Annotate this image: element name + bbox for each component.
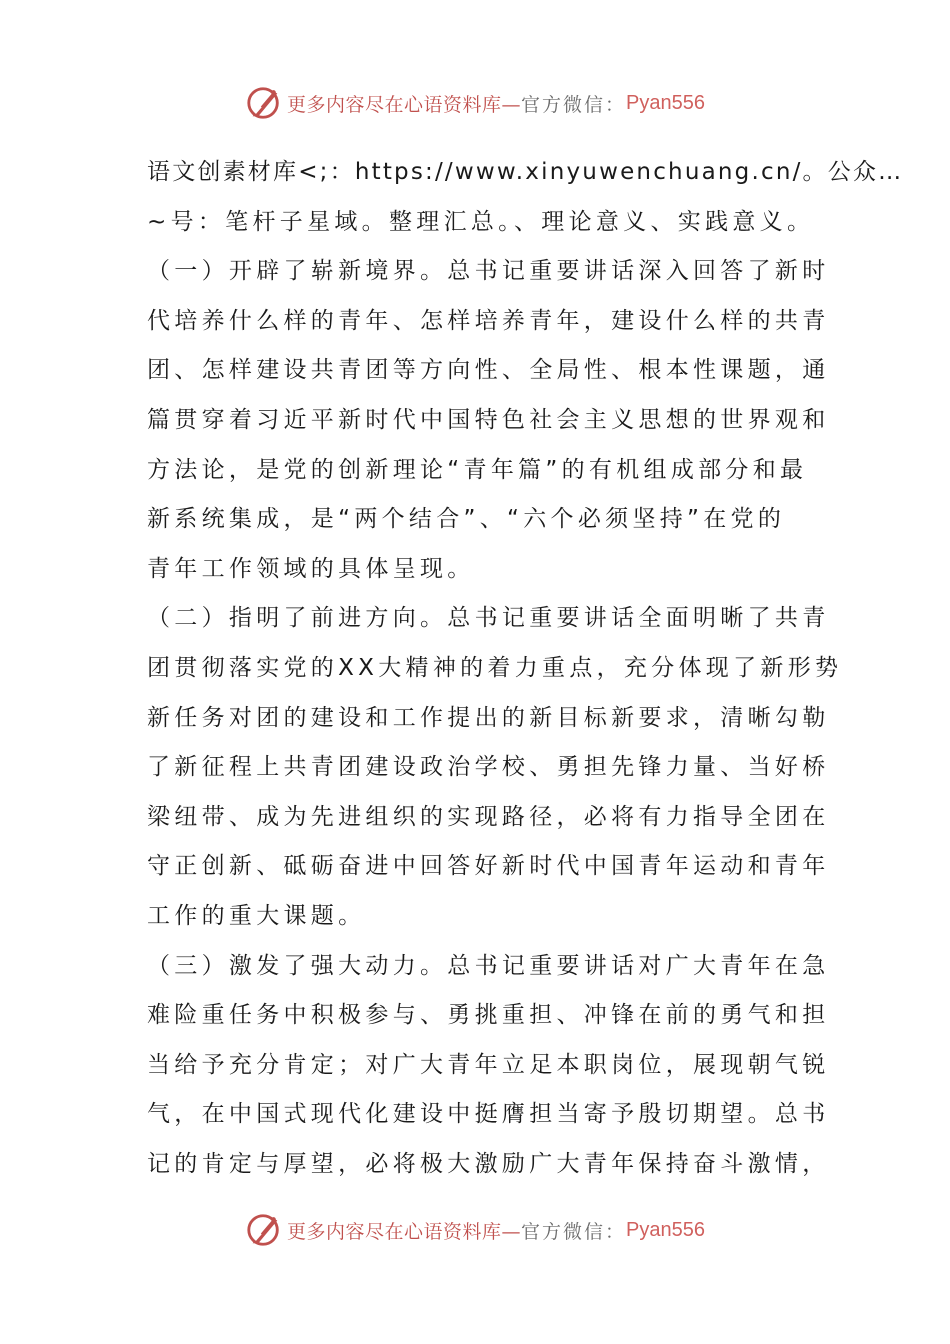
body-line: （二）指明了前进方向。总书记重要讲话全面明晰了共青 <box>147 605 830 632</box>
header-banner <box>0 83 950 123</box>
document-body <box>147 148 904 1189</box>
banner-ad-text: 更多内容尽在心语资料库— <box>287 1220 522 1243</box>
body-line: 守正创新、砥砺奋进中回答好新时代中国青年运动和青年 <box>147 853 830 880</box>
quill-logo-icon <box>245 1211 283 1249</box>
footer-banner <box>0 1210 950 1250</box>
banner-wechat-id: Pyan556 <box>626 91 705 114</box>
banner-ad-text: 更多内容尽在心语资料库— <box>287 93 522 116</box>
body-line: 团贯彻落实党的XX大精神的着力重点，充分体现了新形势 <box>147 654 843 681</box>
body-line: 当给予充分肯定；对广大青年立足本职岗位，展现朝气锐 <box>147 1051 830 1078</box>
banner-wechat-label: 官方微信： <box>521 93 627 116</box>
body-line: 新系统集成，是“两个结合”、“六个必须坚持”在党的 <box>147 506 786 533</box>
body-line: 工作的重大课题。 <box>147 902 366 929</box>
body-line: 方法论，是党的创新理论“青年篇”的有机组成部分和最 <box>147 456 808 483</box>
body-line: 记的肯定与厚望，必将极大激励广大青年保持奋斗激情， <box>147 1150 830 1177</box>
banner-wechat-id: Pyan556 <box>626 1218 705 1241</box>
body-line: 新任务对团的建设和工作提出的新目标新要求，清晰勾勒 <box>147 704 830 731</box>
body-line: （三）激发了强大动力。总书记重要讲话对广大青年在急 <box>147 952 830 979</box>
quill-logo-icon <box>245 84 283 122</box>
body-line: 团、怎样建设共青团等方向性、全局性、根本性课题，通 <box>147 357 830 384</box>
body-line: 代培养什么样的青年、怎样培养青年，建设什么样的共青 <box>147 307 830 334</box>
body-line: 了新征程上共青团建设政治学校、勇担先锋力量、当好桥 <box>147 754 830 781</box>
body-line: 气，在中国式现代化建设中挺膺担当寄予殷切期望。总书 <box>147 1101 830 1128</box>
banner-wechat-label: 官方微信： <box>521 1220 627 1243</box>
body-line: 难险重任务中积极参与、勇挑重担、冲锋在前的勇气和担 <box>147 1002 830 1029</box>
body-line: 青年工作领域的具体呈现。 <box>147 555 475 582</box>
body-line: 梁纽带、成为先进组织的实现路径，必将有力指导全团在 <box>147 803 830 830</box>
body-line: 篇贯穿着习近平新时代中国特色社会主义思想的世界观和 <box>147 406 830 433</box>
body-line: 语文创素材库<;：https://www.xinyuwenchuang.cn/。公众… <box>147 159 904 185</box>
body-line: ~号：笔杆子星域。整理汇总。、理论意义、实践意义。 <box>147 208 815 235</box>
body-line: （一）开辟了崭新境界。总书记重要讲话深入回答了新时 <box>147 258 830 285</box>
